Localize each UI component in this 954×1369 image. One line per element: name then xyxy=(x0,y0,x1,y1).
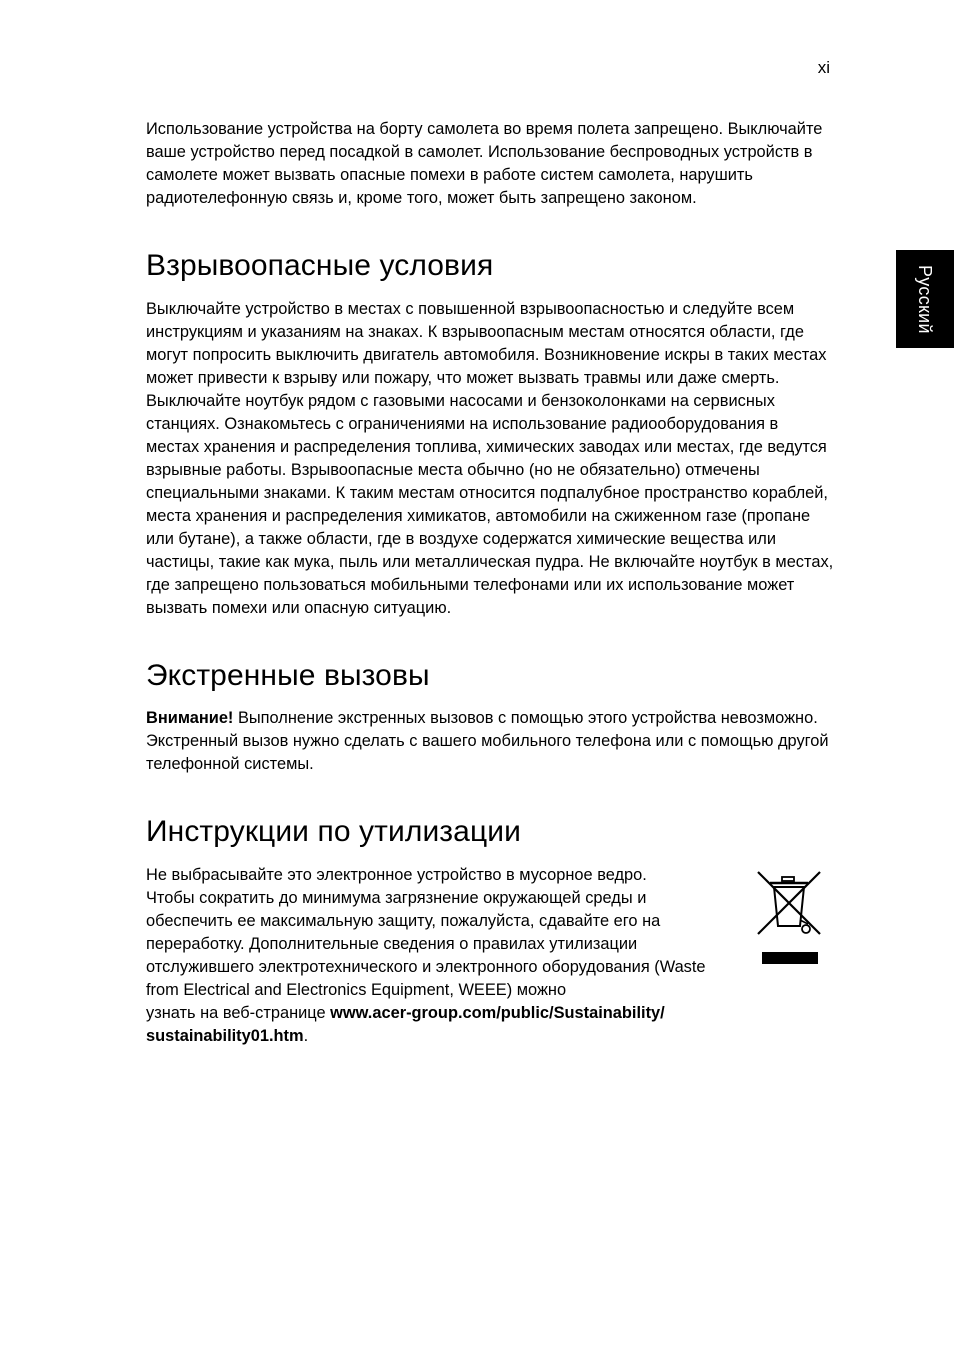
disposal-paragraph xyxy=(146,864,736,1048)
emergency-text: Выполнение экстренных вызовов с помощью этого устройства невозможно. Экстренный вызов нужно сделать с вашего мобильного телефона или с помощью другой телефонной системы. xyxy=(146,709,829,773)
disposal-text-line1: Не выбрасывайте это электронное устройство в мусорное ведро. xyxy=(146,866,647,884)
disposal-text-after-link: . xyxy=(303,1027,309,1045)
explosive-paragraph: Выключайте устройство в местах с повышенной взрывоопасностью и следуйте всем инструкциям и указаниям на знаках. К взрывоопасным местам относятся области, где могут попросить выключить двигатель автомобиля. Возникновение искры в таких местах может привести к взрыву или пожару, что может вызвать травмы или даже смерть. Выключайте ноутбук рядом с газовыми насосами и бензоколонками на сервисных станциях. Ознакомьтесь с ограничениями на использование радиооборудования в местах хранения и распределения топлива, химических заводах или местах, где ведутся взрывные работы. Взрывоопасные места обычно (но не обязательно) отмечены специальными знаками. К таким местам относится подпалубное пространство кораблей, места хранения и распределения химикатов, автомобили на сжиженном газе (пропане или бутане), а также области, где в воздухе содержатся химические вещества или частицы, такие как мука, пыль или металлическая пудра. Не включайте ноутбук в местах, где запрещено пользоваться мобильными телефонами или их использование может вызвать помехи или опасную ситуацию. xyxy=(146,300,834,617)
explosive-heading: Взрывоопасные условия xyxy=(146,249,494,282)
crossed-out-wheelie-bin-icon xyxy=(754,868,826,966)
disposal-text-before-link: узнать на веб-странице xyxy=(146,1004,331,1022)
page-content xyxy=(146,118,836,1048)
weee-link-part2[interactable]: sustainability01.htm xyxy=(146,1027,304,1045)
disposal-text-main: Чтобы сократить до минимума загрязнение окружающей среды и обеспечить ее максимальную защиту, пожалуйста, сдавайте его на переработку. Дополнительные сведения о правилах утилизации отслужившего электротехнического и электронного оборудования (Waste from Electrical and Electronics Equipment, WEEE) можно xyxy=(146,889,706,999)
disposal-section xyxy=(146,864,836,1048)
disposal-heading: Инструкции по утилизации xyxy=(146,815,521,848)
emergency-heading: Экстренные вызовы xyxy=(146,659,430,692)
page-number: xi xyxy=(817,58,830,77)
language-tab xyxy=(896,250,954,348)
weee-link-part1[interactable]: www.acer-group.com/public/Sustainability/ xyxy=(330,1004,665,1022)
warning-label: Внимание! xyxy=(146,709,234,727)
language-tab-label: Русский xyxy=(915,264,935,334)
aircraft-paragraph: Использование устройства на борту самолета во время полета запрещено. Выключайте ваше устройство перед посадкой в самолет. Использование беспроводных устройств в самолете может вызвать опасные помехи в работе систем самолета, нарушить радиотелефонную связь и, кроме того, может быть запрещено законом. xyxy=(146,120,823,207)
emergency-paragraph xyxy=(146,707,836,776)
